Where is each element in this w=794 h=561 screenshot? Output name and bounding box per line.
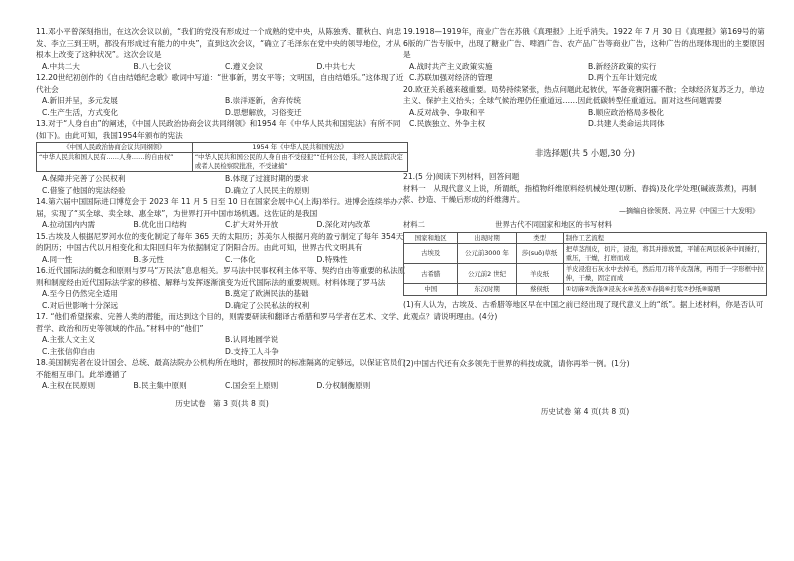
table-title: 世界古代不同国家和地区的书写材料 xyxy=(495,220,612,229)
table-cell: 把草茎削皮，切片，浸泡，将其并排放置，平铺在两层板条中间捶打，重压，干燥，打磨而成 xyxy=(563,244,766,264)
question-stem: 19.1918—1919年，商业广告在苏俄《真理报》上近乎消失。1922 年 7 月 30 日《真理报》第169号的第6版的广告专版中，出现了糖业广告、啤酒广告、农产品广告等商业广告，这种广告的出现体现出的主要原因是 xyxy=(403,27,765,59)
question-stem: 15.古埃及人根据尼罗河水位的变化制定了每年 365 天的太阳历；苏美尔人根据月亮的盈亏制定了每年 354天的阴历；中国古代以月相变化和太阳回归年为依据制定了阴阳合历。由此可知，世界古代文明具有 xyxy=(36,231,404,252)
table-cell: 古希腊 xyxy=(404,264,458,284)
answer-space[interactable] xyxy=(403,322,767,358)
option-a[interactable]: A.战时共产主义政策实施 xyxy=(409,61,493,71)
table-cell: 莎(suō)草纸 xyxy=(516,244,563,264)
table-cell: ①切麻②洗涤③浸灰水④蒸煮⑤春捣⑥打浆⑦抄纸⑧晾晒 xyxy=(563,284,766,296)
table-cell: 中国 xyxy=(404,284,458,296)
page-footer: 历史试卷 第 4 页(共 8 页) xyxy=(540,406,630,416)
question-21 xyxy=(403,171,767,406)
comparison-table xyxy=(36,142,408,172)
option-a[interactable]: A.新旧并呈，多元发展 xyxy=(42,96,118,105)
option-d[interactable]: D.支持工人斗争 xyxy=(225,346,279,356)
option-a[interactable]: A.拉动国内内需 xyxy=(42,220,96,229)
option-b[interactable]: B.顺应政治格局多极化 xyxy=(588,107,664,117)
option-b[interactable]: B.民主集中原则 xyxy=(133,381,187,390)
material-source: —摘编自徐领贤、冯立昇《中国三十大发明》 xyxy=(619,206,759,215)
option-b[interactable]: B.体现了过渡时期的要求 xyxy=(225,174,309,183)
option-b[interactable]: B.新经济政策的实行 xyxy=(588,61,657,71)
question-14 xyxy=(36,196,408,231)
option-c[interactable]: C.苏联加强对经济的管理 xyxy=(409,73,493,82)
options xyxy=(42,288,408,311)
question-stem: 12.20世纪初创作的《自由结婚纪念歌》歌词中写道：“世事新，男女平等；文明国，自由结婚乐。”这体现了近代社会 xyxy=(36,73,404,94)
right-page xyxy=(403,26,767,417)
options xyxy=(42,254,408,266)
table-row xyxy=(404,284,767,296)
question-stem: 17. “他们希望探索、完善人类的潜能，而达到这个目的，则需要研读和翻译古希腊和罗马学者在艺术、文学、哲学、政治和历史等领域的作品。”材料中的“他们” xyxy=(36,312,404,333)
table-row xyxy=(404,264,767,284)
table-cell: “中华人民共和国公民的人身自由不受侵犯”“任何公民，非经人民法院决定或者人民检察院批准，不受逮捕” xyxy=(192,153,407,172)
option-c[interactable]: C.国会至上原则 xyxy=(225,381,279,390)
options xyxy=(42,173,408,196)
section-title: 非选择题(共 5 小题,30 分) xyxy=(534,147,636,158)
question-stem: 13.对于“人身自由”的阐述，《中国人民政治协商会议共同纲领》和1954 年《中华人民共和国宪法》有所不同(如下)。由此可知，我国1954年颁布的宪法 xyxy=(36,119,401,140)
table-header-cell: 1954 年《中华人民共和国宪法》 xyxy=(192,143,407,153)
material-two-label: 材料二 xyxy=(403,220,425,229)
table-cell: 蔡侯纸 xyxy=(516,284,563,296)
table-header-cell: 《中国人民政治协商会议共同纲领》 xyxy=(37,143,193,153)
table-cell: “中华人民共和国人民有……人身……的自由权” xyxy=(37,153,193,172)
left-page xyxy=(36,26,408,409)
table-cell: 东汉时期 xyxy=(458,284,516,296)
option-c[interactable]: C.生产生活，方式变化 xyxy=(42,107,119,117)
sub-question-1: (1)有人认为，古埃及、古希腊等地区早在中国之前已经出现了现代意义上的“纸”。据上述材料，你是否认可此观点？请说明理由。(4分) xyxy=(403,300,764,321)
question-11 xyxy=(36,26,408,72)
option-d[interactable]: D.分权制衡原则 xyxy=(316,381,371,390)
material-one: 材料一 从现代意义上说，所谓纸，指植物纤维原料经机械处理(切断、舂捣)及化学处理(碱液蒸煮)，再制浆、抄造、干燥后形成的纤维薄片。 xyxy=(403,183,757,204)
question-13 xyxy=(36,118,408,196)
table-caption-row xyxy=(403,219,767,231)
option-a[interactable]: A.保障并完善了公民权利 xyxy=(42,174,126,183)
options xyxy=(409,61,767,84)
sub-question-2: (2)中国古代还有众多领先于世界的科技成就，请你再举一例。(1分) xyxy=(403,359,630,369)
question-19 xyxy=(403,26,767,84)
options xyxy=(409,107,767,130)
question-18 xyxy=(36,357,408,392)
table-header-cell: 制作工艺流程 xyxy=(563,232,766,244)
option-b[interactable]: B.奠定了欧洲民法的基础 xyxy=(225,289,309,298)
question-stem: 14.第六届中国国际进口博览会于 2023 年 11 月 5 日至 10 日在国家会展中心(上海)举行。进博会连续举办六届，实现了“买全球、卖全球、惠全球”，为世界打开中国市场机遇。这佐证的是我国 xyxy=(36,197,406,218)
option-d[interactable]: D.共建人类命运共同体 xyxy=(588,119,665,128)
option-c[interactable]: C.一体化 xyxy=(225,254,256,264)
question-20 xyxy=(403,84,767,130)
table-header-cell: 类型 xyxy=(516,232,563,244)
option-b[interactable]: B.崇洋逐新，舍弃传统 xyxy=(225,96,301,105)
question-16 xyxy=(36,265,408,311)
option-d[interactable]: D.深化对内改革 xyxy=(316,220,371,229)
option-d[interactable]: D.特殊性 xyxy=(316,254,348,264)
option-a[interactable]: A.同一性 xyxy=(42,254,73,264)
writing-materials-table xyxy=(403,232,767,297)
option-a[interactable]: A.反对战争、争取和平 xyxy=(409,107,485,117)
question-12 xyxy=(36,72,408,118)
options xyxy=(42,219,408,231)
option-d[interactable]: D.确定了公民私法的权利 xyxy=(225,300,310,310)
option-d[interactable]: D.两个五年计划完成 xyxy=(588,73,658,82)
options xyxy=(42,61,408,73)
option-b[interactable]: B.优化出口结构 xyxy=(133,220,187,229)
option-a[interactable]: A.中共二大 xyxy=(42,61,80,71)
question-stem: 21.(5 分)阅读下列材料，回答问题 xyxy=(403,172,520,181)
option-b[interactable]: B.八七会议 xyxy=(133,61,172,71)
option-c[interactable]: C.主张信仰自由 xyxy=(42,346,96,356)
question-stem: 11.邓小平曾深刻指出，在这次会议以前，“我们的党没有形成过一个成熟的党中央，从陈独秀、瞿秋白、向忠发、李立三到王明，都没有形成过有能力的中央”，直到这次会议，“确立了毛泽东在党中央的领导地位，才从根本上改变了这种状况”。这次会议是 xyxy=(36,27,402,59)
table-cell: 羊皮浸泡石灰水中去掉毛，然后用刀将羊皮刮薄，再用于一字形框中拉伸，干燥，固定而成 xyxy=(563,264,766,284)
table-row xyxy=(404,244,767,264)
option-c[interactable]: C.对后世影响十分深远 xyxy=(42,300,119,310)
options xyxy=(42,95,408,118)
option-a[interactable]: A.主权在民原则 xyxy=(42,381,96,390)
answer-space[interactable] xyxy=(403,370,767,406)
option-d[interactable]: D.确立了人民民主的原则 xyxy=(225,185,310,195)
option-d[interactable]: D.思想解放，习俗变迁 xyxy=(225,107,302,117)
question-stem: 16.近代国际法的概念和原则与罗马“万民法”息息相关。罗马法中民事权利主体平等、契约自由等重要的私法原则和制度经由近代国际法学家的移植、解释与发挥逐渐演变为近代国际法的重要规则。材料体现了罗马法 xyxy=(36,266,406,287)
table-cell: 公元前2 世纪 xyxy=(458,264,516,284)
table-cell: 公元前3000 年 xyxy=(458,244,516,264)
option-c[interactable]: C.扩大对外开放 xyxy=(225,220,279,229)
option-c[interactable]: C.借鉴了他国的宪法经验 xyxy=(42,185,126,195)
table-cell: 羊皮纸 xyxy=(516,264,563,284)
table-cell: 古埃及 xyxy=(404,244,458,264)
options xyxy=(42,334,408,357)
question-17 xyxy=(36,311,408,357)
options xyxy=(42,380,408,392)
option-c[interactable]: C.民族独立、外争主权 xyxy=(409,119,486,128)
option-a[interactable]: A.至今日仍然完全适用 xyxy=(42,289,118,298)
question-stem: 18.美国制宪者在设计国会、总统、最高法院办公机构所在地时，都按照时的标准隔离的定够远，以保证官员们不能相互串门。此举遵循了 xyxy=(36,358,405,379)
option-c[interactable]: C.遵义会议 xyxy=(225,61,264,71)
table-header-cell: 出现时期 xyxy=(458,232,516,244)
option-b[interactable]: B.多元性 xyxy=(133,254,164,264)
option-a[interactable]: A.主张人文主义 xyxy=(42,335,96,344)
option-d[interactable]: D.中共七大 xyxy=(316,61,356,71)
question-stem: 20.欧亚关系越来越重要。局势持续紧张，热点问题此起彼伏，军备竞赛阴霾不散；全球经济复苏乏力，单边主义、保护主义抬头；全球气候治理仍任重道远……因此低碳转型任重道远。面对这些问题需要 xyxy=(403,84,765,105)
option-b[interactable]: B.认同地圆学说 xyxy=(225,335,279,344)
page-footer: 历史试卷 第 3 页(共 8 页) xyxy=(175,398,269,408)
question-15 xyxy=(36,231,408,266)
table-header-cell: 国家和地区 xyxy=(404,232,458,244)
